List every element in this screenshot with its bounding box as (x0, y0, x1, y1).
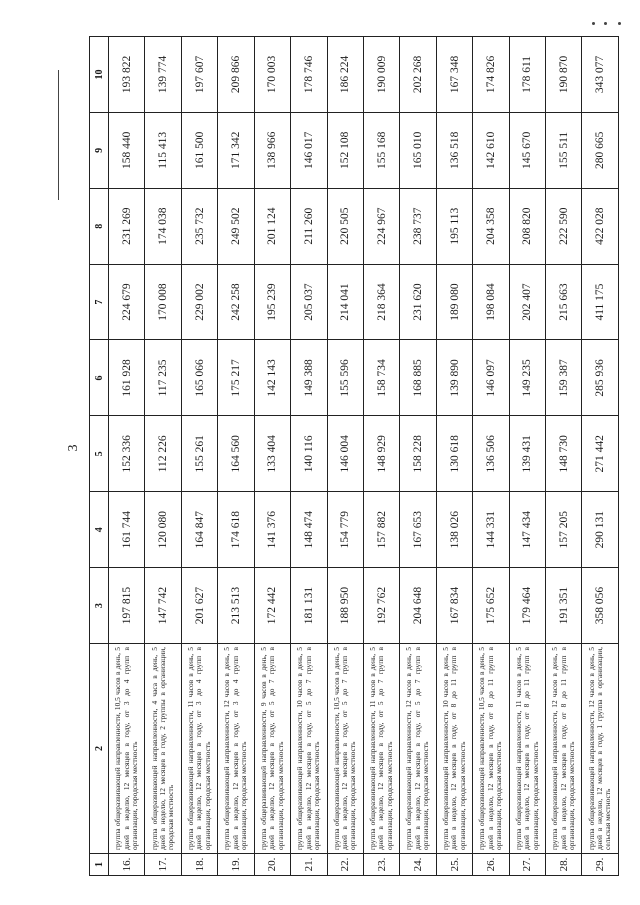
row-number: 29. (582, 854, 619, 876)
cell-value: 201 124 (254, 188, 290, 264)
cell-value: 214 041 (327, 264, 363, 340)
cell-value: 242 258 (218, 264, 254, 340)
row-description: группа общеразвивающей направленности, 12 часов в день, 5 дней в неделю, 12 месяцев в году, от 3 до 4 групп в организации, городская местность (218, 644, 254, 854)
cell-value: 188 950 (327, 568, 363, 644)
row-description: группа общеразвивающей направленности, 12 часов в день, 5 дней в неделю, 12 месяцев в году, от 5 до 7 групп в организации, городская местность (400, 644, 436, 854)
row-number: 19. (218, 854, 254, 876)
cell-value: 197 815 (109, 568, 145, 644)
table-body (109, 37, 619, 876)
cell-value: 161 928 (109, 340, 145, 416)
cell-value: 149 235 (509, 340, 545, 416)
cell-value: 220 505 (327, 188, 363, 264)
cell-value: 190 009 (363, 37, 399, 113)
col-header: 6 (90, 340, 109, 416)
row-number: 17. (145, 854, 181, 876)
header-rule-line (58, 70, 59, 200)
col-header: 2 (90, 644, 109, 854)
row-number: 16. (109, 854, 145, 876)
cell-value: 170 008 (145, 264, 181, 340)
cell-value: 148 929 (363, 416, 399, 492)
cell-value: 174 038 (145, 188, 181, 264)
cell-value: 175 652 (473, 568, 509, 644)
cell-value: 165 066 (181, 340, 217, 416)
cell-value: 229 002 (181, 264, 217, 340)
row-number: 18. (181, 854, 217, 876)
cell-value: 231 269 (109, 188, 145, 264)
cell-value: 209 866 (218, 37, 254, 113)
cell-value: 158 734 (363, 340, 399, 416)
row-description: группа общеразвивающей направленности, 11 часов в день, 5 дней в неделю, 12 месяцев в году, от 8 до 11 групп в организации, городская местность (509, 644, 545, 854)
cell-value: 164 847 (181, 492, 217, 568)
cell-value: 178 746 (291, 37, 327, 113)
cell-value: 213 513 (218, 568, 254, 644)
table-rotated-wrapper (89, 36, 619, 876)
table-row (546, 37, 582, 876)
cell-value: 120 080 (145, 492, 181, 568)
cell-value: 211 260 (291, 188, 327, 264)
col-header: 3 (90, 568, 109, 644)
row-description: группа общеразвивающей направленности, 11 часов в день, 5 дней в неделю, 12 месяцев в году, от 3 до 4 групп в организации, городская местность (181, 644, 217, 854)
col-header: 7 (90, 264, 109, 340)
table-row (181, 37, 217, 876)
cell-value: 192 762 (363, 568, 399, 644)
scan-marks (588, 22, 628, 30)
cell-value: 174 618 (218, 492, 254, 568)
cell-value: 231 620 (400, 264, 436, 340)
cell-value: 144 331 (473, 492, 509, 568)
table-row (109, 37, 145, 876)
cell-value: 139 890 (436, 340, 472, 416)
cell-value: 224 967 (363, 188, 399, 264)
row-number: 25. (436, 854, 472, 876)
table-row (145, 37, 181, 876)
cell-value: 202 268 (400, 37, 436, 113)
cell-value: 285 936 (582, 340, 619, 416)
row-description: группа общеразвивающей направленности, 10,5 часов в день, 5 дней в неделю, 12 месяцев в году, от 3 до 4 групп в организации, городская местность (109, 644, 145, 854)
cell-value: 158 440 (109, 112, 145, 188)
cell-value: 165 010 (400, 112, 436, 188)
cell-value: 181 131 (291, 568, 327, 644)
table-row (291, 37, 327, 876)
cell-value: 145 670 (509, 112, 545, 188)
cell-value: 147 742 (145, 568, 181, 644)
cell-value: 235 732 (181, 188, 217, 264)
row-number: 27. (509, 854, 545, 876)
header-row (90, 37, 109, 876)
row-number: 20. (254, 854, 290, 876)
cell-value: 157 882 (363, 492, 399, 568)
cell-value: 358 056 (582, 568, 619, 644)
cell-value: 157 205 (546, 492, 582, 568)
cell-value: 115 413 (145, 112, 181, 188)
cell-value: 215 663 (546, 264, 582, 340)
cell-value: 204 648 (400, 568, 436, 644)
row-number: 22. (327, 854, 363, 876)
row-description: группа общеразвивающей направленности, 12 часов в день, 5 дней в неделю, 12 месяцев в году, от 8 до 11 групп в организации, городская местность (546, 644, 582, 854)
cell-value: 218 364 (363, 264, 399, 340)
cell-value: 191 351 (546, 568, 582, 644)
cell-value: 168 885 (400, 340, 436, 416)
row-number: 23. (363, 854, 399, 876)
table-row (327, 37, 363, 876)
cell-value: 172 442 (254, 568, 290, 644)
col-header: 10 (90, 37, 109, 113)
cell-value: 290 131 (582, 492, 619, 568)
cell-value: 195 239 (254, 264, 290, 340)
cell-value: 164 560 (218, 416, 254, 492)
cell-value: 136 518 (436, 112, 472, 188)
cell-value: 193 822 (109, 37, 145, 113)
cell-value: 171 342 (218, 112, 254, 188)
row-description: группа общеразвивающей направленности, 10,5 часов в день, 5 дней в неделю, 12 месяцев в году, от 8 до 11 групп в организации, городская местность (473, 644, 509, 854)
cell-value: 161 744 (109, 492, 145, 568)
row-number: 24. (400, 854, 436, 876)
col-header: 1 (90, 854, 109, 876)
cell-value: 159 387 (546, 340, 582, 416)
col-header: 9 (90, 112, 109, 188)
cell-value: 208 820 (509, 188, 545, 264)
cell-value: 204 358 (473, 188, 509, 264)
cell-value: 152 108 (327, 112, 363, 188)
cell-value: 186 224 (327, 37, 363, 113)
row-description: группа общеразвивающей направленности, 10,5 часов в день, 5 дней в неделю, 12 месяцев в году, от 5 до 7 групп в организации, городская местность (327, 644, 363, 854)
cell-value: 189 080 (436, 264, 472, 340)
cell-value: 136 506 (473, 416, 509, 492)
cell-value: 202 407 (509, 264, 545, 340)
cell-value: 146 017 (291, 112, 327, 188)
cell-value: 133 404 (254, 416, 290, 492)
col-header: 8 (90, 188, 109, 264)
row-description: группа общеразвивающей направленности, 11 часов в день, 5 дней в неделю, 12 месяцев в году, от 5 до 7 групп в организации, городская местность (363, 644, 399, 854)
cell-value: 146 004 (327, 416, 363, 492)
row-description: группа общеразвивающей направленности, 10 часов в день, 5 дней в неделю, 12 месяцев в году, от 8 до 11 групп в организации, городская местность (436, 644, 472, 854)
table-row (254, 37, 290, 876)
cell-value: 148 474 (291, 492, 327, 568)
cell-value: 201 627 (181, 568, 217, 644)
cell-value: 149 388 (291, 340, 327, 416)
cell-value: 161 500 (181, 112, 217, 188)
cell-value: 141 376 (254, 492, 290, 568)
row-number: 21. (291, 854, 327, 876)
table-row (509, 37, 545, 876)
col-header: 4 (90, 492, 109, 568)
row-number: 26. (473, 854, 509, 876)
cell-value: 139 774 (145, 37, 181, 113)
cell-value: 155 596 (327, 340, 363, 416)
cell-value: 158 228 (400, 416, 436, 492)
cell-value: 175 217 (218, 340, 254, 416)
cell-value: 146 097 (473, 340, 509, 416)
table-row (582, 37, 619, 876)
cell-value: 142 610 (473, 112, 509, 188)
table-row (218, 37, 254, 876)
table-row (473, 37, 509, 876)
cell-value: 179 464 (509, 568, 545, 644)
table-row (400, 37, 436, 876)
cell-value: 167 348 (436, 37, 472, 113)
cell-value: 167 834 (436, 568, 472, 644)
cell-value: 112 226 (145, 416, 181, 492)
cell-value: 170 003 (254, 37, 290, 113)
cell-value: 138 966 (254, 112, 290, 188)
cell-value: 154 779 (327, 492, 363, 568)
cell-value: 155 511 (546, 112, 582, 188)
cell-value: 222 590 (546, 188, 582, 264)
cell-value: 198 084 (473, 264, 509, 340)
cell-value: 238 737 (400, 188, 436, 264)
row-description: группа общеразвивающей направленности, 10 часов в день, 5 дней в неделю, 12 месяцев в году, от 5 до 7 групп в организации, городская местность (291, 644, 327, 854)
cell-value: 174 826 (473, 37, 509, 113)
table-row (363, 37, 399, 876)
cell-value: 190 870 (546, 37, 582, 113)
cell-value: 148 730 (546, 416, 582, 492)
row-number: 28. (546, 854, 582, 876)
cell-value: 142 143 (254, 340, 290, 416)
cell-value: 411 175 (582, 264, 619, 340)
cell-value: 117 235 (145, 340, 181, 416)
cell-value: 152 336 (109, 416, 145, 492)
cell-value: 155 168 (363, 112, 399, 188)
row-description: группа общеразвивающей направленности, 9 часов в день, 5 дней в неделю, 12 месяцев в году, от 5 до 7 групп в организации, городская местность (254, 644, 290, 854)
col-header: 5 (90, 416, 109, 492)
cell-value: 224 679 (109, 264, 145, 340)
cell-value: 280 665 (582, 112, 619, 188)
cell-value: 271 442 (582, 416, 619, 492)
cell-value: 138 026 (436, 492, 472, 568)
cell-value: 155 261 (181, 416, 217, 492)
cell-value: 147 434 (509, 492, 545, 568)
cell-value: 178 611 (509, 37, 545, 113)
cell-value: 140 116 (291, 416, 327, 492)
table-container (89, 36, 619, 876)
page-number: 3 (66, 444, 81, 452)
cell-value: 249 502 (218, 188, 254, 264)
cell-value: 197 607 (181, 37, 217, 113)
cell-value: 167 653 (400, 492, 436, 568)
row-description: группа общеразвивающей направленности, 12 часов в день, 5 дней в неделю, 12 месяцев в году, 1 группа в организации, сельская местность (582, 644, 619, 854)
cell-value: 205 037 (291, 264, 327, 340)
cell-value: 343 077 (582, 37, 619, 113)
cell-value: 139 431 (509, 416, 545, 492)
table-row (436, 37, 472, 876)
cell-value: 422 028 (582, 188, 619, 264)
cell-value: 130 618 (436, 416, 472, 492)
row-description: группа общеразвивающей направленности, 4 часа в день, 5 дней в неделю, 12 месяцев в году, 2 группы в организации, городская местность (145, 644, 181, 854)
cell-value: 195 113 (436, 188, 472, 264)
tariff-table (89, 36, 619, 876)
